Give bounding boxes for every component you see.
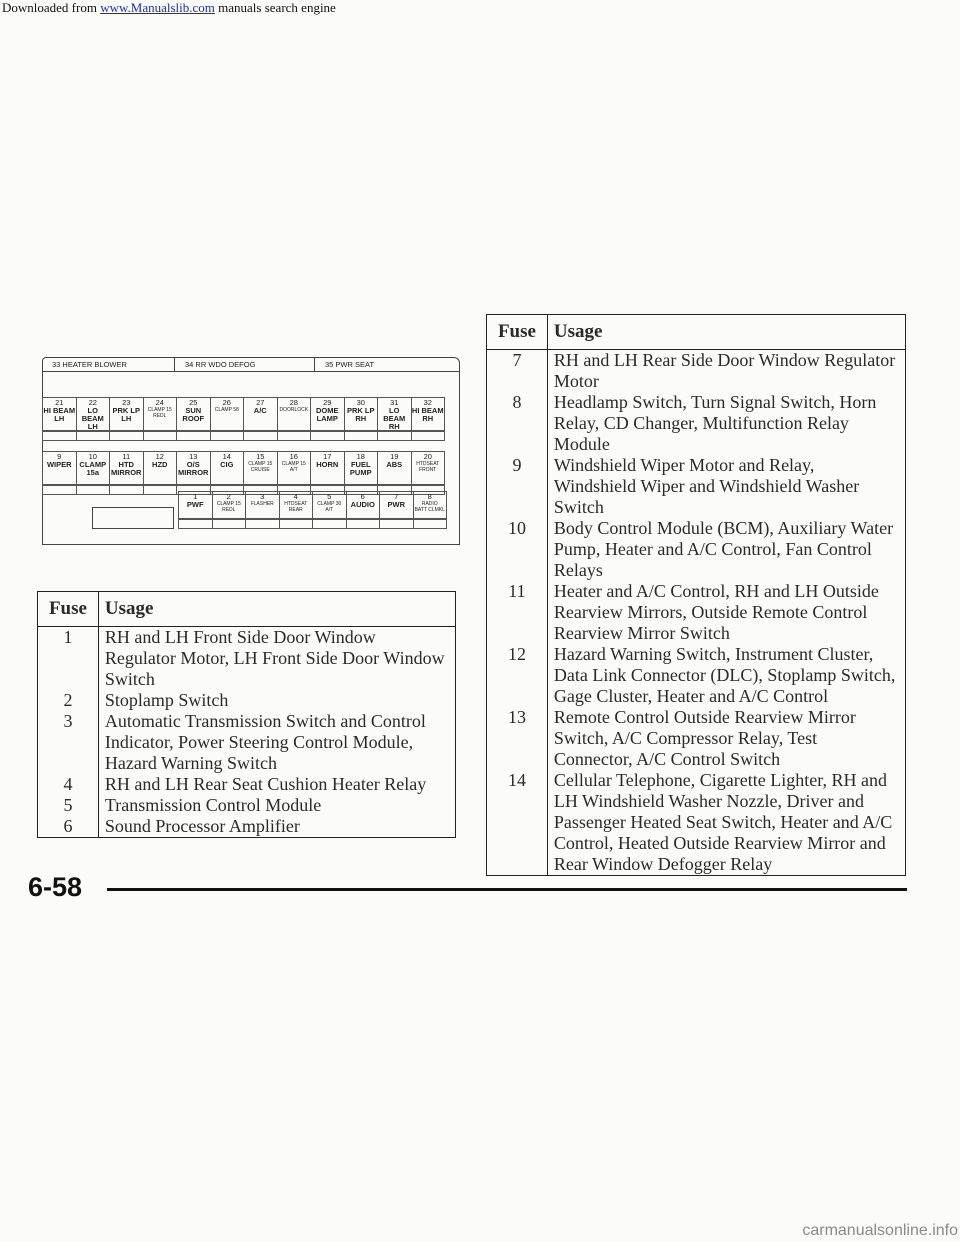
fuse-number: 11 [487,581,548,644]
fuse-number: 2 [38,690,99,711]
fuse-slot-label: HZD [152,460,168,469]
fuse-slot-base [243,431,278,441]
fuse-slot-base [42,431,77,441]
fuse-slot-number: 31 [390,398,399,407]
fuse-slot-21 [42,397,77,431]
fuse-slot-13 [176,451,211,485]
fuse-slot-27 [243,397,278,431]
fuse-slot-10 [76,451,111,485]
fuse-slot-label: HORN [316,460,339,469]
fuse-slot-label: CLAMP 58 [214,407,239,413]
fuse-number: 10 [487,518,548,581]
fuse-slot-label: DOORLOCK [279,407,309,413]
fuse-slot-base [178,519,213,529]
fuse-slot-label: HTDSEAT FRONT [416,461,440,473]
fuse-usage: Sound Processor Amplifier [98,816,455,838]
table-row [38,774,456,795]
table-row [487,644,906,707]
fuse-usage: Transmission Control Module [98,795,455,816]
fuse-slot-30 [344,397,379,431]
fuse-slot-label: WIPER [46,460,72,469]
fuse-slot-18 [344,451,379,485]
fuse-slot-label: HI BEAM LH [43,406,76,423]
fuse-table-left [37,591,456,838]
fuse-slot-label: PWR [387,500,405,509]
fuse-slot-number: 19 [390,452,399,461]
fuse-slot-number: 15 [256,452,265,461]
fuse-slot-number: 21 [55,398,64,407]
table-row [487,518,906,581]
fuse-table-right [486,314,906,876]
fuse-number: 5 [38,795,99,816]
fuse-slot-number: 14 [222,452,231,461]
fuse-slot-number: 29 [323,398,332,407]
fuse-slot-3 [245,491,280,519]
fuse-slot-24 [143,397,178,431]
table-row [487,350,906,393]
fuse-slot-label: CLAMP 15 REDL [147,407,172,419]
fuse-slot-base [277,431,312,441]
usage-column-header: Usage [98,592,455,627]
fuse-35-label: 35 PWR SEAT [315,357,460,372]
table-row [38,711,456,774]
fuse-slot-label: ABS [386,460,403,469]
fuse-number: 8 [487,392,548,455]
fuse-slot-7 [379,491,414,519]
fuse-usage: Headlamp Switch, Turn Signal Switch, Horn Relay, CD Changer, Multifunction Relay Module [547,392,905,455]
fuse-slot-number: 25 [189,398,198,407]
fuse-slot-number: 10 [88,452,97,461]
fuse-slot-number: 26 [222,398,231,407]
fuse-slot-base [76,485,111,495]
fuse-number: 1 [38,627,99,691]
usage-column-header: Usage [547,315,905,350]
fuse-slot-base [109,485,144,495]
fuse-slot-32 [411,397,446,431]
fuse-slot-label: HI BEAM RH [411,406,444,423]
fuse-slot-label: CLAMP 30 A/T [317,501,342,513]
table-header-row [38,592,456,627]
fuse-number: 9 [487,455,548,518]
fuse-slot-number: 27 [256,398,265,407]
fuse-slot-number: 20 [423,452,432,461]
fuse-usage: RH and LH Front Side Door Window Regulator Motor, LH Front Side Door Window Switch [98,627,455,691]
fuse-slot-base [245,519,280,529]
fuse-slot-28 [277,397,312,431]
banner-prefix: Downloaded from [2,0,101,15]
fuse-usage: Body Control Module (BCM), Auxiliary Water Pump, Heater and A/C Control, Fan Control Relays [547,518,905,581]
fuse-slot-base [379,519,414,529]
fuse-slot-base [310,431,345,441]
table-row [38,690,456,711]
fuse-number: 6 [38,816,99,838]
fuse-slot-label: SUN ROOF [182,406,205,423]
banner-suffix: manuals search engine [214,0,336,15]
fuse-slot-number: 16 [289,452,298,461]
fuse-slot-label: PWF [186,500,204,509]
fuse-slot-label: O/S MIRROR [178,460,209,477]
fuse-slot-base [143,431,178,441]
fuse-slot-base [210,431,245,441]
fuse-slot-label: CLAMP 15a [79,460,107,477]
fuse-slot-base [279,519,314,529]
fuse-slot-label: PRK LP RH [346,406,375,423]
fuse-usage: Windshield Wiper Motor and Relay, Windshield Wiper and Windshield Washer Switch [547,455,905,518]
table-row [487,770,906,876]
page-rule-divider [107,888,907,891]
fuse-slot-number: 30 [356,398,365,407]
fuse-slot-label: PRK LP LH [112,406,140,423]
fuse-slot-2 [212,491,247,519]
fuse-slot-19 [377,451,412,485]
fuse-slot-label: HTD MIRROR [111,460,142,477]
fuse-slot-number: 24 [155,398,164,407]
fuse-slot-number: 18 [356,452,365,461]
fuse-usage: RH and LH Rear Seat Cushion Heater Relay [98,774,455,795]
fuse-slot-label: RADIO BATT CLMKL [414,501,445,513]
fuse-slot-17 [310,451,345,485]
fuse-slot-label: AUDIO [350,500,375,509]
fuse-slot-label: CLAMP 15 REDL [216,501,241,513]
fuse-slot-base [212,519,247,529]
fuse-slot-1 [178,491,213,519]
table-header-row [487,315,906,350]
fuse-slot-number: 5 [327,492,332,501]
table-row [38,795,456,816]
fuse-slot-base [377,431,412,441]
fuse-usage: Stoplamp Switch [98,690,455,711]
fuse-slot-number: 3 [260,492,265,501]
fuse-number: 14 [487,770,548,876]
page-number: 6-58 [28,872,83,902]
fuse-slot-number: 11 [122,452,131,461]
fuse-slot-base [109,431,144,441]
fuse-slot-29 [310,397,345,431]
fuse-slot-base [42,485,77,495]
fuse-slot-number: 2 [226,492,231,501]
fuse-slot-25 [176,397,211,431]
fuse-slot-26 [210,397,245,431]
fuse-slot-6 [346,491,381,519]
fuse-slot-base [143,485,178,495]
fuse-slot-base [344,431,379,441]
fuse-box-diagram [42,357,460,545]
fuse-column-header: Fuse [487,315,548,350]
fuse-34-label: 34 RR WDO DEFOG [175,357,315,372]
table-row [487,581,906,644]
fuse-slot-base [176,431,211,441]
fuse-slot-label: LO BEAM RH [383,406,406,431]
download-banner [0,0,960,18]
fuse-slot-number: 9 [57,452,62,461]
table-row [487,707,906,770]
manualslib-link[interactable]: www.Manualslib.com [100,0,215,15]
fuse-slot-15 [243,451,278,485]
table-row [38,816,456,838]
fuse-slot-label: CLAMP 15 CRUISE [248,461,273,473]
fuse-slot-number: 4 [293,492,298,501]
fuse-slot-number: 32 [423,398,432,407]
fuse-number: 7 [487,350,548,393]
fuse-usage: RH and LH Rear Side Door Window Regulator Motor [547,350,905,393]
fuse-slot-12 [143,451,178,485]
fuse-slot-base [346,519,381,529]
fuse-33-label: 33 HEATER BLOWER [42,357,175,372]
fuse-slot-base [413,519,448,529]
table-row [487,392,906,455]
fuse-slot-number: 12 [155,452,164,461]
fuse-usage: Remote Control Outside Rearview Mirror Switch, A/C Compressor Relay, Test Connector, A/C Control Switch [547,707,905,770]
fuse-slot-number: 13 [189,452,198,461]
fuse-slot-label: CIG [220,460,234,469]
fuse-slot-base [411,431,446,441]
fuse-slot-20 [411,451,446,485]
fuse-slot-number: 1 [193,492,198,501]
fuse-slot-number: 22 [88,398,97,407]
fuse-slot-number: 28 [289,398,298,407]
fuse-slot-base [312,519,347,529]
fuse-slot-number: 17 [323,452,332,461]
fuse-slot-31 [377,397,412,431]
site-watermark: carmanualsonline.info [802,1222,958,1239]
fuse-slot-label: HTDSEAT REAR [284,501,308,513]
fuse-number: 12 [487,644,548,707]
fuse-slot-number: 8 [427,492,432,501]
table-row [487,455,906,518]
fuse-column-header: Fuse [38,592,99,627]
fuse-slot-23 [109,397,144,431]
fuse-slot-4 [279,491,314,519]
fuse-slot-number: 7 [394,492,399,501]
fuse-slot-label: FUEL PUMP [349,460,372,477]
fuse-slot-label: CLAMP 15 A/T [281,461,306,473]
fuse-slot-label: LO BEAM LH [81,406,104,431]
fuse-slot-9 [42,451,77,485]
fuse-slot-22 [76,397,111,431]
fuse-slot-label: FLASHER [250,501,274,507]
relay-block [92,507,174,529]
fuse-usage: Hazard Warning Switch, Instrument Cluster, Data Link Connector (DLC), Stoplamp Switch, Gage Cluster, Heater and A/C Control [547,644,905,707]
fuse-usage: Automatic Transmission Switch and Control Indicator, Power Steering Control Module, Hazard Warning Switch [98,711,455,774]
fuse-slot-number: 6 [360,492,365,501]
fuse-slot-label: A/C [253,406,267,415]
fuse-usage: Heater and A/C Control, RH and LH Outside Rearview Mirrors, Outside Remote Control Rearview Mirror Switch [547,581,905,644]
fuse-slot-number: 23 [122,398,131,407]
table-row [38,627,456,691]
fuse-slot-14 [210,451,245,485]
fuse-number: 3 [38,711,99,774]
fuse-slot-label: DOME LAMP [316,406,339,423]
fuse-number: 4 [38,774,99,795]
fuse-slot-16 [277,451,312,485]
fuse-slot-5 [312,491,347,519]
fuse-usage: Cellular Telephone, Cigarette Lighter, RH and LH Windshield Washer Nozzle, Driver and Passenger Heated Seat Switch, Heater and A/C Control, Heated Outside Rearview Mirror and Rear Window Defogger Relay [547,770,905,876]
fuse-slot-11 [109,451,144,485]
fuse-slot-base [76,431,111,441]
fuse-number: 13 [487,707,548,770]
fuse-slot-8 [413,491,448,519]
